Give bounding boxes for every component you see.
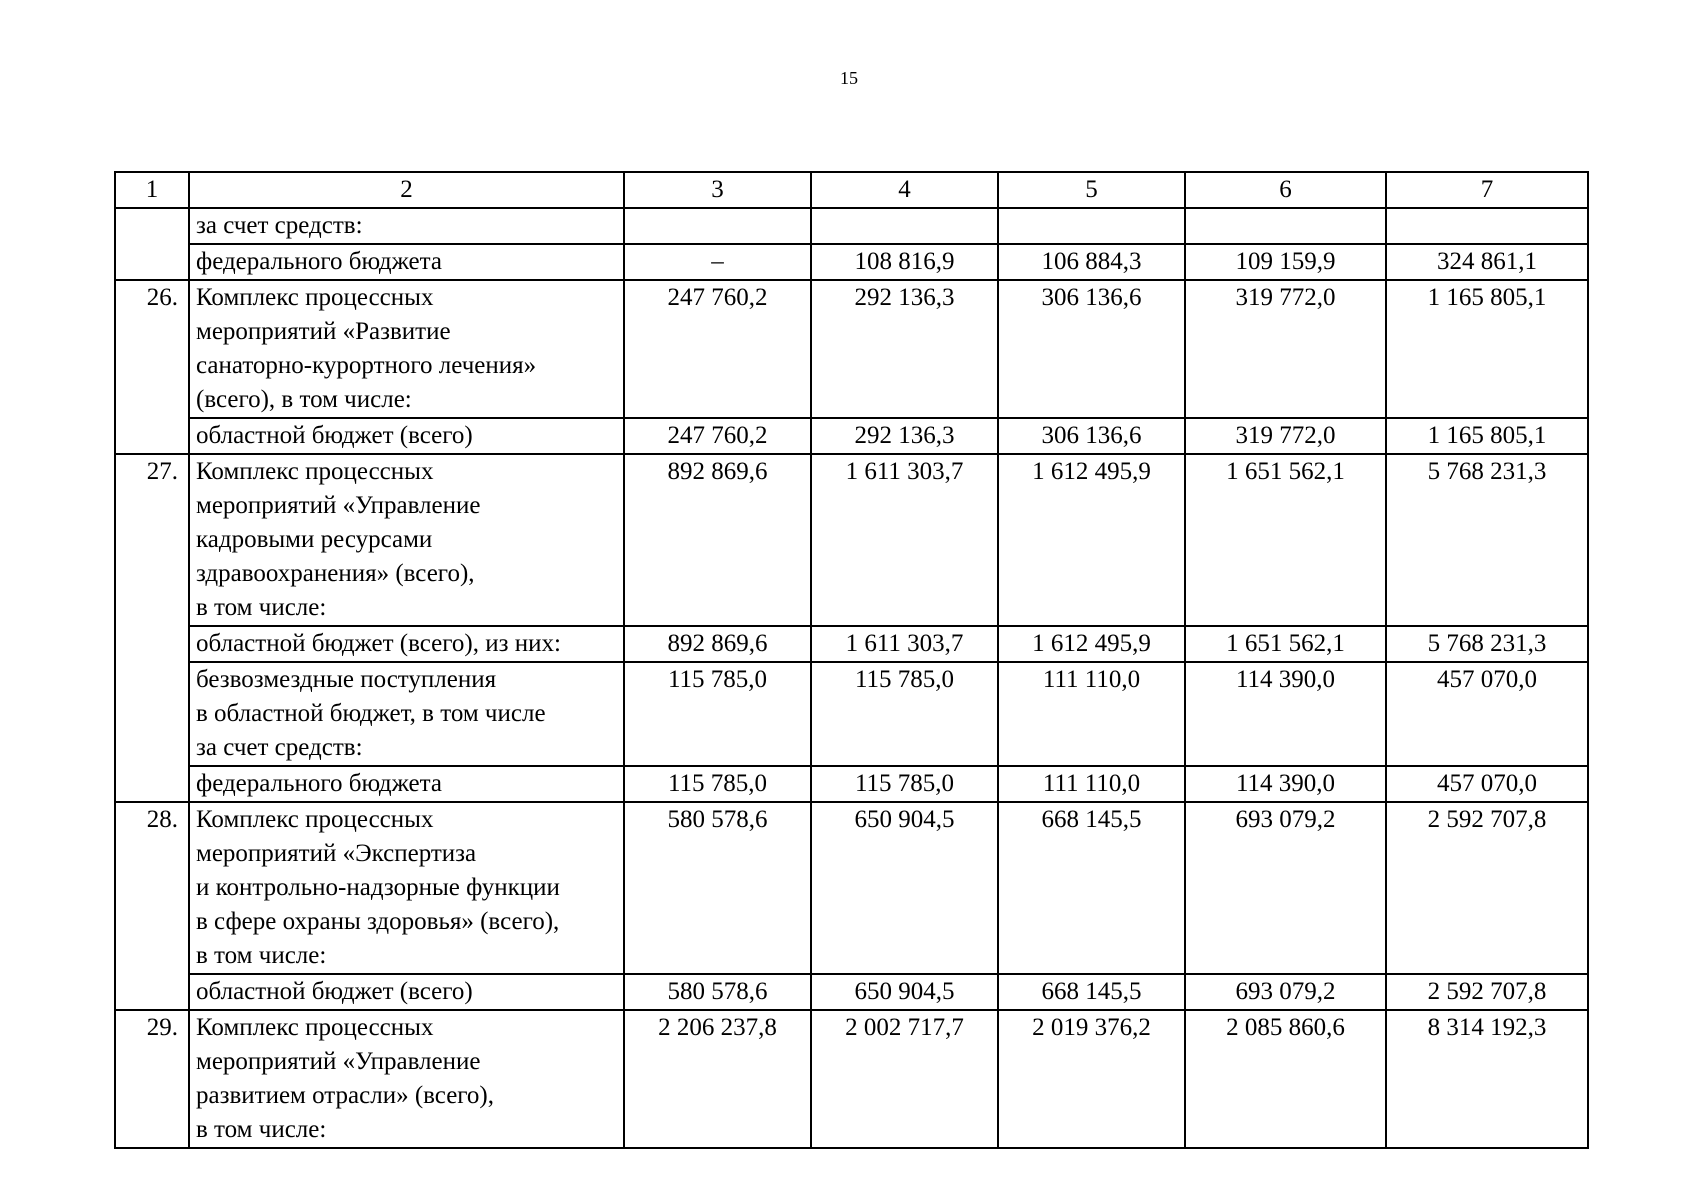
value-cell: 108 816,9 — [811, 244, 998, 280]
row-name-cell: федерального бюджета — [189, 766, 624, 802]
table-row — [115, 974, 1588, 1010]
value-cell: 1 165 805,1 — [1386, 280, 1588, 418]
header-cell: 3 — [624, 172, 811, 208]
row-name-cell: областной бюджет (всего) — [189, 418, 624, 454]
value-cell: 109 159,9 — [1185, 244, 1386, 280]
value-cell: 1 651 562,1 — [1185, 454, 1386, 626]
value-cell: 1 612 495,9 — [998, 626, 1185, 662]
value-cell: 114 390,0 — [1185, 766, 1386, 802]
value-cell: 693 079,2 — [1185, 974, 1386, 1010]
value-cell: 1 165 805,1 — [1386, 418, 1588, 454]
header-cell: 5 — [998, 172, 1185, 208]
table-row — [115, 208, 1588, 244]
row-number-cell: 28. — [115, 802, 189, 1010]
value-cell: 580 578,6 — [624, 974, 811, 1010]
value-cell: 668 145,5 — [998, 802, 1185, 974]
value-cell: 115 785,0 — [624, 766, 811, 802]
row-number-cell — [115, 208, 189, 280]
value-cell: 115 785,0 — [624, 662, 811, 766]
value-cell: 306 136,6 — [998, 280, 1185, 418]
value-cell: 2 085 860,6 — [1185, 1010, 1386, 1148]
header-cell: 4 — [811, 172, 998, 208]
value-cell: 247 760,2 — [624, 418, 811, 454]
page-number: 15 — [840, 68, 858, 88]
value-cell: 111 110,0 — [998, 766, 1185, 802]
row-number-cell: 26. — [115, 280, 189, 454]
row-name-cell: федерального бюджета — [189, 244, 624, 280]
budget-table — [114, 171, 1589, 1149]
value-cell: 8 314 192,3 — [1386, 1010, 1588, 1148]
value-cell: 1 651 562,1 — [1185, 626, 1386, 662]
row-name-cell: безвозмездные поступления в областной бюджет, в том числе за счет средств: — [189, 662, 624, 766]
value-cell: 650 904,5 — [811, 802, 998, 974]
value-cell — [624, 208, 811, 244]
value-cell: – — [624, 244, 811, 280]
value-cell: 106 884,3 — [998, 244, 1185, 280]
row-name-cell: областной бюджет (всего), из них: — [189, 626, 624, 662]
value-cell: 1 611 303,7 — [811, 454, 998, 626]
header-cell: 7 — [1386, 172, 1588, 208]
table-row — [115, 626, 1588, 662]
row-name-cell: Комплекс процессных мероприятий «Управление кадровыми ресурсами здравоохранения» (всего), в том числе: — [189, 454, 624, 626]
row-name-cell: за счет средств: — [189, 208, 624, 244]
row-number-cell: 29. — [115, 1010, 189, 1148]
header-cell: 6 — [1185, 172, 1386, 208]
budget-table-body — [115, 172, 1588, 1148]
value-cell: 892 869,6 — [624, 454, 811, 626]
value-cell: 892 869,6 — [624, 626, 811, 662]
value-cell: 319 772,0 — [1185, 418, 1386, 454]
row-name-cell: Комплекс процессных мероприятий «Развитие санаторно-курортного лечения» (всего), в том числе: — [189, 280, 624, 418]
value-cell: 111 110,0 — [998, 662, 1185, 766]
value-cell: 306 136,6 — [998, 418, 1185, 454]
table-row — [115, 662, 1588, 766]
value-cell — [1386, 208, 1588, 244]
row-name-cell: Комплекс процессных мероприятий «Управление развитием отрасли» (всего), в том числе: — [189, 1010, 624, 1148]
value-cell: 115 785,0 — [811, 766, 998, 802]
header-cell: 1 — [115, 172, 189, 208]
table-header-row — [115, 172, 1588, 208]
table-row — [115, 244, 1588, 280]
value-cell: 5 768 231,3 — [1386, 454, 1588, 626]
value-cell: 693 079,2 — [1185, 802, 1386, 974]
value-cell: 115 785,0 — [811, 662, 998, 766]
table-row — [115, 802, 1588, 974]
table-row — [115, 1010, 1588, 1148]
value-cell — [811, 208, 998, 244]
value-cell — [998, 208, 1185, 244]
value-cell: 319 772,0 — [1185, 280, 1386, 418]
value-cell: 457 070,0 — [1386, 766, 1588, 802]
value-cell: 2 002 717,7 — [811, 1010, 998, 1148]
header-cell: 2 — [189, 172, 624, 208]
value-cell: 2 019 376,2 — [998, 1010, 1185, 1148]
value-cell: 292 136,3 — [811, 280, 998, 418]
value-cell: 5 768 231,3 — [1386, 626, 1588, 662]
table-row — [115, 454, 1588, 626]
value-cell: 2 206 237,8 — [624, 1010, 811, 1148]
table-row — [115, 766, 1588, 802]
value-cell: 324 861,1 — [1386, 244, 1588, 280]
value-cell — [1185, 208, 1386, 244]
value-cell: 2 592 707,8 — [1386, 974, 1588, 1010]
table-row — [115, 418, 1588, 454]
value-cell: 1 612 495,9 — [998, 454, 1185, 626]
value-cell: 292 136,3 — [811, 418, 998, 454]
value-cell: 114 390,0 — [1185, 662, 1386, 766]
value-cell: 668 145,5 — [998, 974, 1185, 1010]
value-cell: 580 578,6 — [624, 802, 811, 974]
row-name-cell: областной бюджет (всего) — [189, 974, 624, 1010]
value-cell: 457 070,0 — [1386, 662, 1588, 766]
value-cell: 2 592 707,8 — [1386, 802, 1588, 974]
row-number-cell: 27. — [115, 454, 189, 802]
row-name-cell: Комплекс процессных мероприятий «Экспертиза и контрольно-надзорные функции в сфере охраны здоровья» (всего), в том числе: — [189, 802, 624, 974]
value-cell: 247 760,2 — [624, 280, 811, 418]
value-cell: 650 904,5 — [811, 974, 998, 1010]
value-cell: 1 611 303,7 — [811, 626, 998, 662]
table-row — [115, 280, 1588, 418]
